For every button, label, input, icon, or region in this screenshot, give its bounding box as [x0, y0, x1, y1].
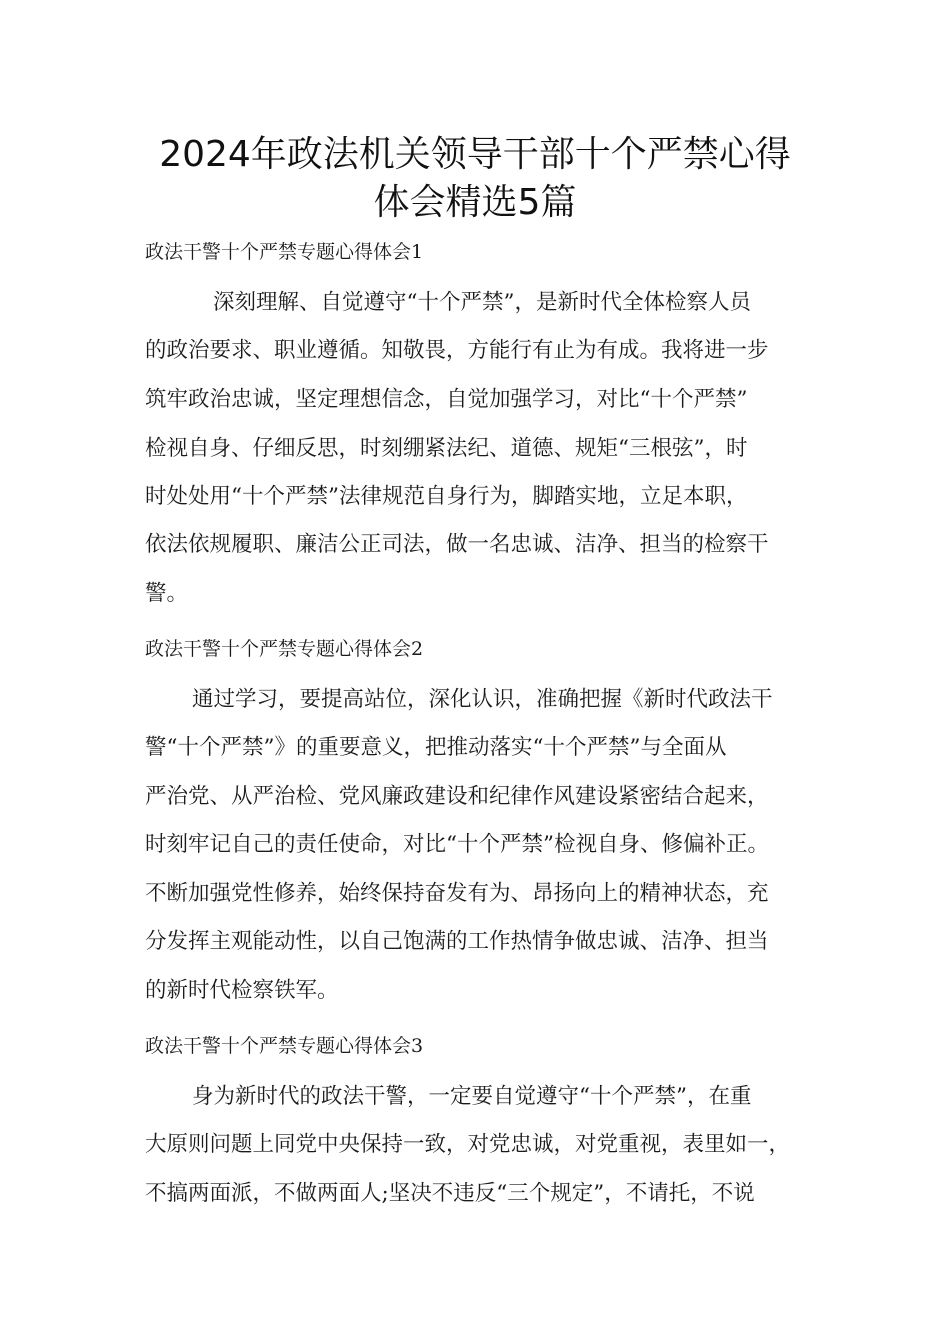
section-2-line: 时刻牢记自己的责任使命，对比“十个严禁”检视自身、修偏补正。	[145, 832, 769, 857]
section-3-line: 大原则问题上同党中央保持一致，对党忠诚，对党重视，表里如一，	[145, 1132, 791, 1157]
section-3-line: 身为新时代的政法干警，一定要自觉遵守“十个严禁”，在重	[192, 1084, 752, 1109]
section-2-line: 警“十个严禁”》的重要意义，把推动落实“十个严禁”与全面从	[145, 735, 727, 760]
section-1-line: 检视自身、仔细反思，时刻绷紧法纪、道德、规矩“三根弦”，时	[145, 436, 748, 461]
section-1-line: 的政治要求、职业遵循。知敬畏，方能行有止为有成。我将进一步	[145, 338, 769, 363]
section-2-line: 通过学习，要提高站位，深化认识，准确把握《新时代政法干	[192, 687, 773, 712]
section-2-line: 的新时代检察铁军。	[145, 978, 339, 1003]
section-2-line: 分发挥主观能动性，以自己饱满的工作热情争做忠诚、洁净、担当	[145, 929, 769, 954]
section-3-heading: 政法干警十个严禁专题心得体会3	[145, 1035, 424, 1057]
section-1-line: 筑牢政治忠诚，坚定理想信念，自觉加强学习，对比“十个严禁”	[145, 387, 748, 412]
section-1-line: 依法依规履职、廉洁公正司法，做一名忠诚、洁净、担当的检察干	[145, 532, 769, 557]
section-2-line: 严治党、从严治检、党风廉政建设和纪律作风建设紧密结合起来，	[145, 784, 769, 809]
section-1-line: 警。	[145, 581, 189, 606]
section-3-line: 不搞两面派，不做两面人;坚决不违反“三个规定”，不请托，不说	[145, 1181, 755, 1206]
section-1-heading: 政法干警十个严禁专题心得体会1	[145, 241, 424, 263]
section-2-heading: 政法干警十个严禁专题心得体会2	[145, 638, 424, 660]
section-1-line: 时处处用“十个严禁”法律规范自身行为，脚踏实地，立足本职，	[145, 484, 748, 509]
document-title-line-2: 体会精选5篇	[373, 182, 577, 223]
section-1-line: 深刻理解、自觉遵守“十个严禁”，是新时代全体检察人员	[213, 290, 751, 315]
section-2-line: 不断加强党性修养，始终保持奋发有为、昂扬向上的精神状态，充	[145, 881, 769, 906]
document-title-line-1: 2024年政法机关领导干部十个严禁心得	[159, 134, 791, 175]
